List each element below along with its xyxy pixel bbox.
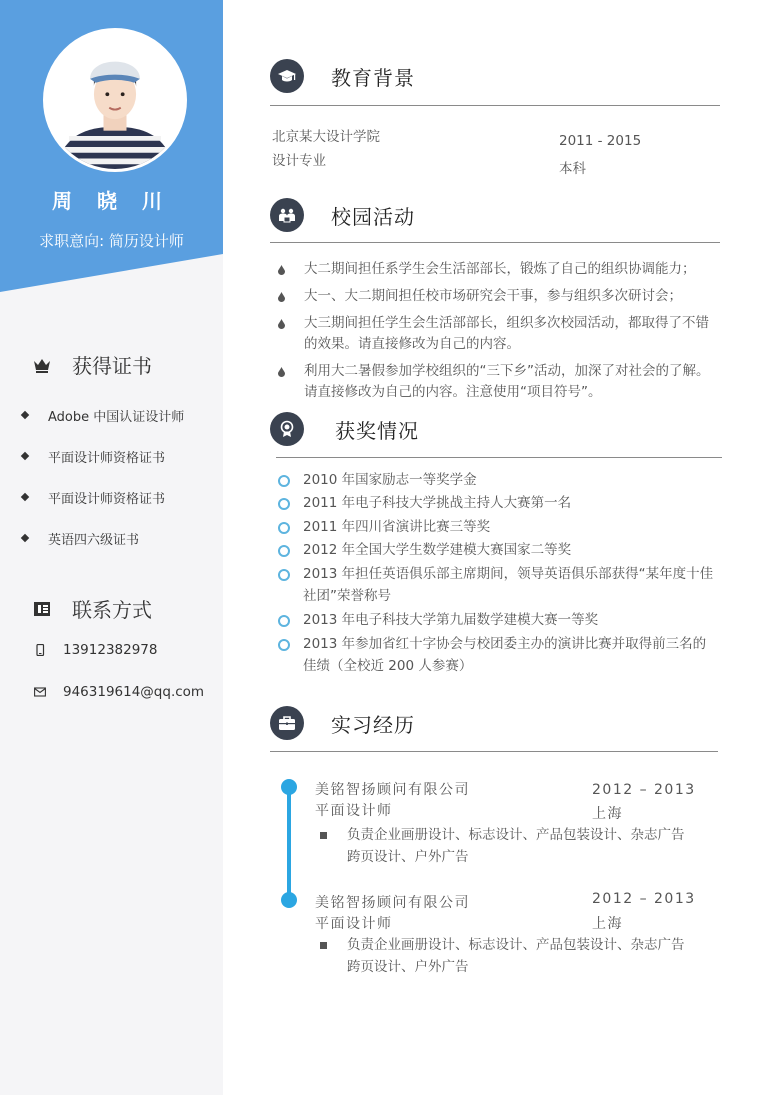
bullet-diamond-icon bbox=[21, 493, 29, 501]
list-item: 英语四六级证书 bbox=[18, 529, 184, 570]
list-item: 2013 年参加省红十字协会与校团委主办的演讲比赛并取得前三名的佳绩（全校近 200 人参赛） bbox=[278, 634, 718, 677]
bullet-ring-icon bbox=[278, 569, 290, 581]
candidate-name: 周 晓 川 bbox=[52, 189, 171, 213]
list-item: 平面设计师资格证书 bbox=[18, 488, 184, 529]
bullet-square-icon bbox=[320, 832, 327, 839]
list-item: 2012 年全国大学生数学建模大赛国家二等奖 bbox=[278, 540, 718, 562]
education-divider bbox=[270, 105, 720, 106]
avatar-photo-icon bbox=[46, 31, 184, 169]
company-name: 美铭智扬顾问有限公司 bbox=[315, 782, 470, 798]
contact-heading bbox=[32, 594, 152, 623]
job-description: 负责企业画册设计、标志设计、产品包装设计、杂志广告跨页设计、户外广告 bbox=[320, 935, 690, 978]
avatar bbox=[43, 28, 187, 172]
bullet-ring-icon bbox=[278, 545, 290, 557]
certificates-list bbox=[18, 406, 184, 570]
graduation-cap-icon bbox=[270, 59, 304, 93]
contact-card-icon bbox=[32, 599, 52, 619]
company-name: 美铭智扬顾问有限公司 bbox=[315, 895, 470, 911]
group-activity-icon bbox=[270, 198, 304, 232]
sidebar bbox=[0, 0, 223, 1095]
bullet-drop-icon bbox=[278, 367, 285, 377]
contact-title: 联系方式 bbox=[72, 598, 152, 622]
list-item: 利用大二暑假参加学校组织的“三下乡”活动，加深了对社会的了解。请直接修改为自己的内容。注意使用“项目符号”。 bbox=[276, 361, 722, 403]
school-name: 北京某大设计学院 bbox=[272, 129, 380, 145]
job-intent: 求职意向: 简历设计师 bbox=[39, 232, 184, 250]
job-role: 平面设计师 bbox=[315, 916, 393, 932]
degree: 本科 bbox=[559, 161, 586, 177]
study-years: 2011 - 2015 bbox=[559, 133, 642, 149]
phone-number[interactable]: 13912382978 bbox=[63, 642, 158, 658]
major: 设计专业 bbox=[272, 153, 326, 169]
bullet-square-icon bbox=[320, 942, 327, 949]
bullet-diamond-icon bbox=[21, 452, 29, 460]
activities-divider bbox=[270, 242, 720, 243]
job-description: 负责企业画册设计、标志设计、产品包装设计、杂志广告跨页设计、户外广告 bbox=[320, 825, 690, 868]
certificates-title: 获得证书 bbox=[72, 354, 152, 378]
bullet-drop-icon bbox=[278, 265, 285, 275]
bullet-diamond-icon bbox=[21, 534, 29, 542]
list-item: 大二期间担任系学生会生活部部长，锻炼了自己的组织协调能力； bbox=[276, 259, 722, 280]
internship-title: 实习经历 bbox=[331, 712, 415, 737]
briefcase-icon bbox=[270, 706, 304, 740]
email-address[interactable]: 946319614@qq.com bbox=[63, 684, 205, 700]
job-years: 2012 – 2013 bbox=[592, 782, 696, 798]
bullet-ring-icon bbox=[278, 615, 290, 627]
certificates-heading bbox=[32, 350, 152, 379]
list-item: Adobe 中国认证设计师 bbox=[18, 406, 184, 447]
awards-divider bbox=[276, 457, 722, 458]
activities-title: 校园活动 bbox=[331, 204, 415, 229]
list-item: 大一、大二期间担任校市场研究会干事，参与组织多次研讨会； bbox=[276, 286, 722, 307]
list-item: 平面设计师资格证书 bbox=[18, 447, 184, 488]
bullet-drop-icon bbox=[278, 292, 285, 302]
timeline-dot bbox=[281, 892, 297, 908]
bullet-ring-icon bbox=[278, 475, 290, 487]
list-item: 2011 年四川省演讲比赛三等奖 bbox=[278, 517, 718, 539]
job-location: 上海 bbox=[592, 806, 623, 822]
crown-icon bbox=[32, 355, 52, 375]
awards-title: 获奖情况 bbox=[335, 418, 419, 443]
timeline-dot bbox=[281, 779, 297, 795]
bullet-ring-icon bbox=[278, 522, 290, 534]
bullet-ring-icon bbox=[278, 498, 290, 510]
job-years: 2012 – 2013 bbox=[592, 891, 696, 907]
email-row bbox=[34, 684, 204, 700]
list-item: 2011 年电子科技大学挑战主持人大赛第一名 bbox=[278, 493, 718, 515]
education-heading bbox=[270, 59, 415, 93]
bullet-drop-icon bbox=[278, 319, 285, 329]
list-item: 2013 年担任英语俱乐部主席期间，领导英语俱乐部获得“某年度十佳社团”荣誉称号 bbox=[278, 564, 718, 607]
awards-heading bbox=[270, 412, 419, 446]
bullet-diamond-icon bbox=[21, 411, 29, 419]
internship-divider bbox=[270, 751, 718, 752]
list-item: 2010 年国家励志一等奖学金 bbox=[278, 470, 718, 492]
bullet-ring-icon bbox=[278, 639, 290, 651]
medal-icon bbox=[270, 412, 304, 446]
list-item: 2013 年电子科技大学第九届数学建模大赛一等奖 bbox=[278, 610, 718, 632]
internship-heading bbox=[270, 706, 415, 740]
phone-row bbox=[34, 642, 157, 658]
education-title: 教育背景 bbox=[331, 65, 415, 90]
job-role: 平面设计师 bbox=[315, 803, 393, 819]
list-item: 大三期间担任学生会生活部部长，组织多次校园活动，都取得了不错的效果。请直接修改为自己的内容。 bbox=[276, 313, 722, 355]
mail-icon bbox=[34, 686, 46, 698]
job-location: 上海 bbox=[592, 916, 623, 932]
timeline-line bbox=[287, 786, 291, 900]
phone-icon bbox=[34, 644, 46, 656]
activities-heading bbox=[270, 198, 415, 232]
